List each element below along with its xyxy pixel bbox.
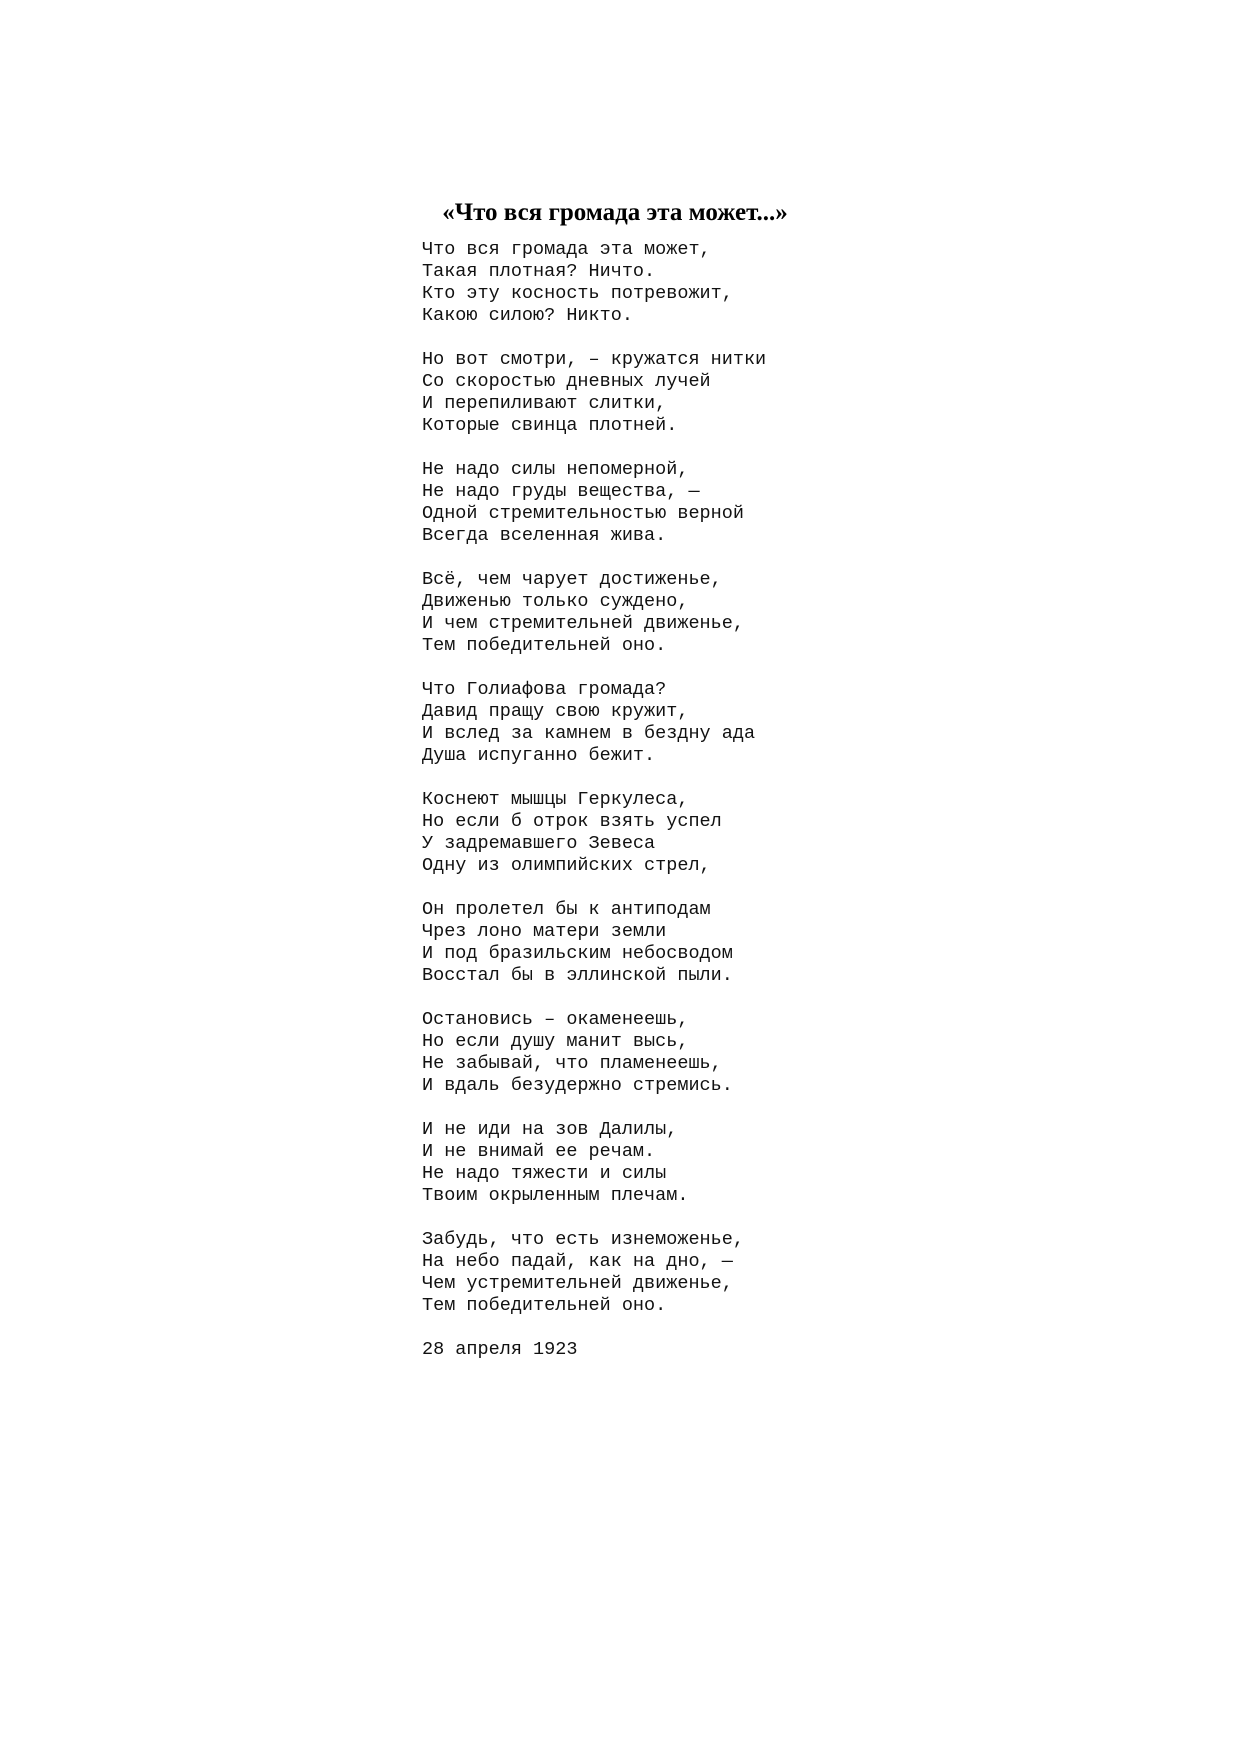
stanza-8	[422, 1009, 1202, 1097]
poem-line: Не надо груды вещества, —	[422, 481, 700, 502]
poem-line: Не надо тяжести и силы	[422, 1163, 667, 1184]
poem-line: У задремавшего Зевеса	[422, 833, 656, 854]
stanza-2	[422, 349, 1202, 437]
poem-line: Которые свинца плотней.	[422, 415, 678, 436]
poem-line: Коснеют мышцы Геркулеса,	[422, 789, 689, 810]
poem-line: Не забывай, что пламенеешь,	[422, 1053, 722, 1074]
poem-line: И под бразильским небосводом	[422, 943, 733, 964]
poem-line: Восстал бы в эллинской пыли.	[422, 965, 733, 986]
stanza-10	[422, 1229, 1202, 1317]
poem-line: Остановись – окаменеешь,	[422, 1009, 689, 1030]
stanza-4	[422, 569, 1202, 657]
poem-line: Чем устремительней движенье,	[422, 1273, 733, 1294]
poem-line: И вдаль безудержно стремись.	[422, 1075, 733, 1096]
poem-line: Какою силою? Никто.	[422, 305, 633, 326]
stanza-6	[422, 789, 1202, 877]
poem-line: Но если б отрок взять успел	[422, 811, 722, 832]
poem-line: Одной стремительностью верной	[422, 503, 744, 524]
poem-line: Тем победительней оно.	[422, 635, 667, 656]
poem-line: На небо падай, как на дно, —	[422, 1251, 733, 1272]
poem-line: Что вся громада эта может,	[422, 239, 711, 260]
poem-line: Такая плотная? Ничто.	[422, 261, 656, 282]
stanza-3	[422, 459, 1202, 547]
stanza-7	[422, 899, 1202, 987]
poem-line: Со скоростью дневных лучей	[422, 371, 711, 392]
poem-line: Всегда вселенная жива.	[422, 525, 667, 546]
poem-line: Движенью только суждено,	[422, 591, 689, 612]
poem-line: Он пролетел бы к антиподам	[422, 899, 711, 920]
poem-line: И чем стремительней движенье,	[422, 613, 744, 634]
poem-line: Твоим окрыленным плечам.	[422, 1185, 689, 1206]
poem-line: Одну из олимпийских стрел,	[422, 855, 711, 876]
poem-line: Кто эту косность потревожит,	[422, 283, 733, 304]
stanza-9	[422, 1119, 1202, 1207]
poem-title: «Что вся громада эта может...»	[442, 199, 788, 226]
poem-line: И не внимай ее речам.	[422, 1141, 656, 1162]
poem-line: Забудь, что есть изнеможенье,	[422, 1229, 744, 1250]
poem-line: Не надо силы непомерной,	[422, 459, 689, 480]
poem-date: 28 апреля 1923	[422, 1339, 578, 1360]
poem-line: И вслед за камнем в бездну ада	[422, 723, 756, 744]
poem-line: Что Голиафова громада?	[422, 679, 667, 700]
poem-line: И перепиливают слитки,	[422, 393, 667, 414]
stanza-5	[422, 679, 1202, 767]
poem-line: Душа испуганно бежит.	[422, 745, 656, 766]
poem-line: Чрез лоно матери земли	[422, 921, 667, 942]
poem-body	[422, 239, 1202, 1361]
poem-line: Но вот смотри, – кружатся нитки	[422, 349, 767, 370]
poem-line: И не иди на зов Далилы,	[422, 1119, 678, 1140]
poem-line: Тем победительней оно.	[422, 1295, 667, 1316]
poem-line: Давид пращу свою кружит,	[422, 701, 689, 722]
stanza-1	[422, 239, 1202, 327]
poem-line: Но если душу манит высь,	[422, 1031, 689, 1052]
poem-line: Всё, чем чарует достиженье,	[422, 569, 722, 590]
